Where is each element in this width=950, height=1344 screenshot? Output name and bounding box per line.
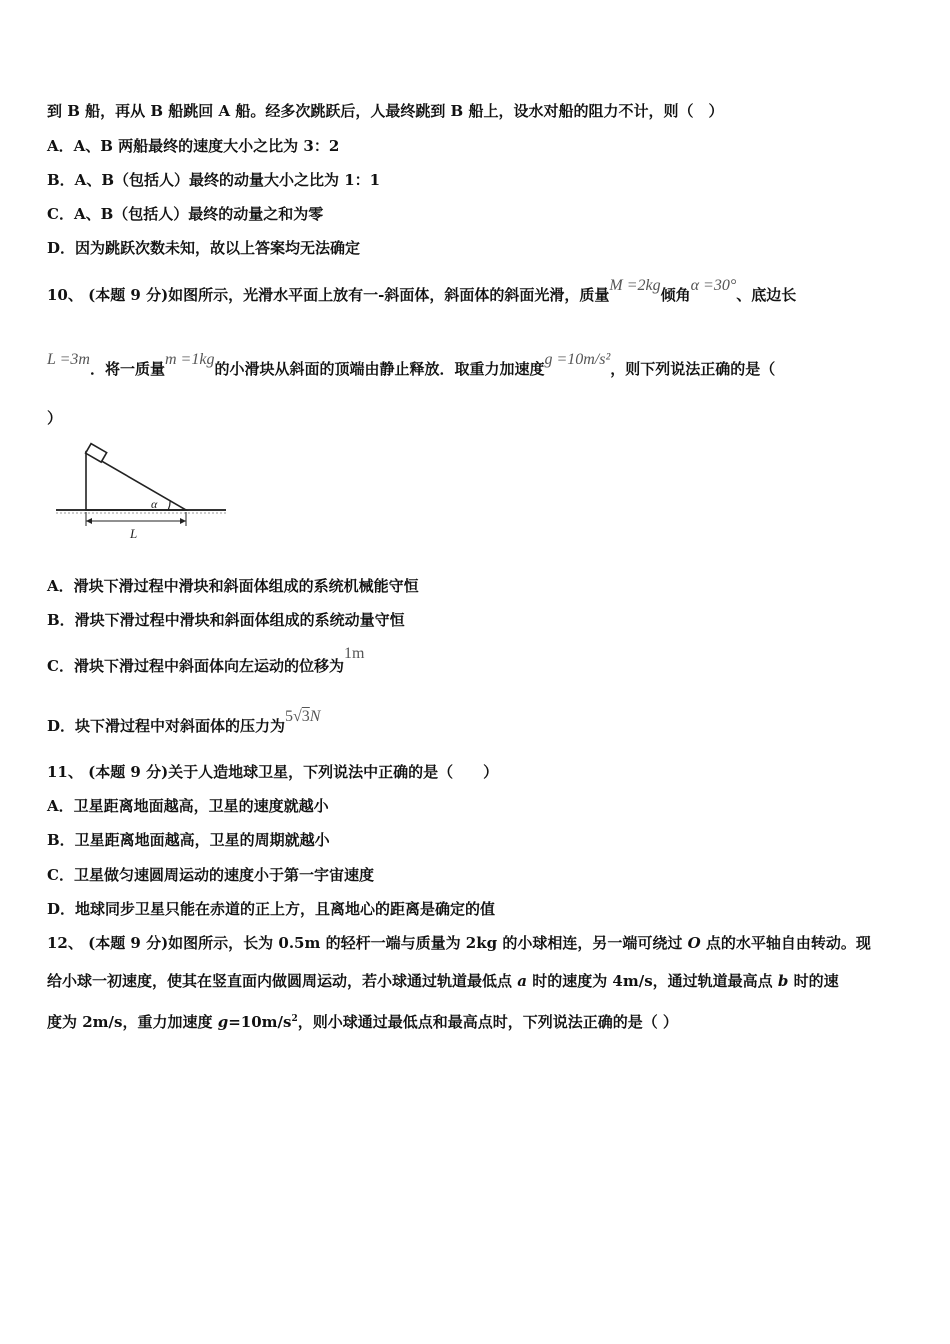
q9-option-a: A．A、B 两船最终的速度大小之比为 3：2	[47, 137, 340, 155]
q10-option-c-text: C．滑块下滑过程中斜面体向左运动的位移为	[47, 657, 344, 675]
q12-text-1: 12、 (本题 9 分)如图所示，长为 0.5m 的轻杆一端与质量为 2kg 的小球相连，另一端可绕过	[47, 934, 688, 952]
q12-symbol-g: g	[217, 1013, 229, 1031]
q10-option-c-value: 1m	[343, 645, 365, 662]
q12-text-6: 度为 2m/s，重力加速度	[47, 1013, 218, 1031]
q10-mass-M: M =2kg	[609, 277, 661, 294]
q12-text-3: 给小球一初速度，使其在竖直面内做圆周运动，若小球通过轨道最低点	[47, 972, 518, 990]
q12-superscript: 2	[291, 1014, 298, 1024]
q9-option-d: D．因为跳跃次数未知，故以上答案均无法确定	[47, 239, 361, 257]
q10-stem-text-5: 的小滑块从斜面的顶端由静止释放．取重力加速度	[214, 360, 545, 378]
q12-text-2: 点的水平轴自由转动。现	[700, 934, 871, 952]
q11-stem: 11、 (本题 9 分)关于人造地球卫星，下列说法中正确的是（ ）	[47, 763, 499, 781]
q10-stem-text-2: 倾角	[660, 286, 691, 304]
q9-stem-line: 到 B 船，再从 B 船跳回 A 船。经多次跳跃后，人最终跳到 B 船上，设水对船的阻力不计，则（ ）	[47, 102, 724, 120]
q10-gravity: g =10m/s²	[544, 351, 611, 368]
q10-angle: α =30°	[690, 277, 737, 294]
q12-text-4: 时的速度为 4m/s，通过轨道最高点	[526, 972, 778, 990]
q9-option-b: B．A、B（包括人）最终的动量大小之比为 1：1	[47, 171, 381, 189]
q10-option-b: B．滑块下滑过程中滑块和斜面体组成的系统动量守恒	[47, 611, 405, 629]
q10-option-d-text: D．块下滑过程中对斜面体的压力为	[47, 717, 286, 735]
q10-option-d	[47, 708, 321, 737]
q10-option-d-radicand: 3	[301, 708, 310, 725]
q10-stem-text-6: ，则下列说法正确的是（	[610, 360, 776, 378]
q11-option-a: A．卫星距离地面越高，卫星的速度就越小	[47, 797, 329, 815]
q12-point-b: b	[777, 972, 789, 990]
q10-stem-text-4: ．将一质量	[89, 360, 165, 378]
q10-option-d-unit: N	[309, 708, 321, 725]
sqrt-sign: √	[293, 708, 302, 725]
q10-stem-line-2	[47, 351, 776, 380]
q12-point-a: a	[517, 972, 527, 990]
q9-option-c: C．A、B（包括人）最终的动量之和为零	[47, 205, 324, 223]
q10-length-L: L =3m	[47, 351, 90, 368]
q12-stem-line-2	[47, 971, 839, 991]
q10-stem-text-1: 10、 (本题 9 分)如图所示，光滑水平面上放有一-斜面体，斜面体的斜面光滑，质量	[47, 286, 610, 304]
q10-option-a: A．滑块下滑过程中滑块和斜面体组成的系统机械能守恒	[47, 577, 419, 595]
q10-mass-m: m =1kg	[164, 351, 215, 368]
q10-stem-text-3: 、底边长	[736, 286, 797, 304]
q12-stem-line-1	[47, 933, 871, 953]
q12-stem-line-3	[47, 1009, 678, 1032]
q10-option-c	[47, 645, 365, 677]
q10-stem-line-3: ）	[47, 409, 63, 427]
q11-option-c: C．卫星做匀速圆周运动的速度小于第一宇宙速度	[47, 866, 374, 884]
angle-label: α	[151, 497, 158, 511]
q11-option-d: D．地球同步卫星只能在赤道的正上方，且离地心的距离是确定的值	[47, 900, 496, 918]
q10-option-d-value	[285, 708, 320, 725]
q12-text-8: ，则小球通过最低点和最高点时，下列说法正确的是（ ）	[297, 1013, 678, 1031]
q12-text-7: =10m/s	[228, 1013, 292, 1031]
q11-option-b: B．卫星距离地面越高，卫星的周期就越小	[47, 831, 330, 849]
q12-point-o: O	[687, 934, 701, 952]
q10-option-d-coef: 5	[285, 708, 294, 725]
incline-figure	[50, 438, 230, 550]
base-label: L	[130, 526, 138, 541]
q12-text-5: 时的速	[788, 972, 839, 990]
q10-stem-line-1	[47, 277, 797, 306]
